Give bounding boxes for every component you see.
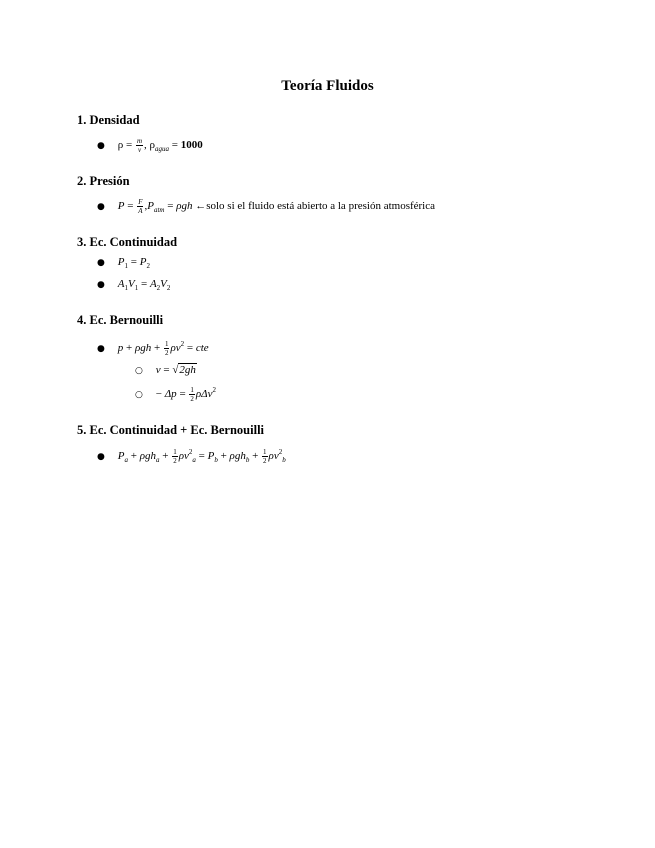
circle-bullet-icon: ○ (135, 390, 143, 401)
fraction: $\frac{m}{v}$ (136, 137, 143, 154)
bullet-icon: ● (97, 452, 105, 463)
document-title: Teoría Fluidos (281, 78, 374, 94)
bullet-icon: ● (97, 258, 105, 268)
list-item-continuidad-1: ● $P_1 = P_2$ (97, 256, 150, 270)
list-item-continuidad-2: ● $A_1V_1 = A_2V_2$ (97, 278, 171, 292)
list-item-densidad: ● ρ = $\frac{m}{v}$ , $\rho_{agua} = 1000$ (97, 137, 203, 154)
bullet-icon: ● (97, 344, 105, 355)
heading-densidad: 1. Densidad (77, 113, 140, 127)
fraction: $\frac{1}{2}$ (190, 386, 194, 403)
bullet-icon: ● (97, 280, 105, 290)
fraction: $\frac{1}{2}$ (263, 448, 267, 465)
fraction: $\frac{1}{2}$ (164, 340, 169, 357)
list-item-presion: ● P = $\frac{F}{A}$ $,P_{atm} = \rho gh$ ←solo si el fluido está abierto a la presión atmosférica (97, 198, 436, 215)
heading-continuidad-bernouilli: 5. Ec. Continuidad + Ec. Bernouilli (77, 423, 265, 437)
list-item-combined: ● $P_a + \rho gh_a$ + $\frac{1}{2}$ $\rho v^2_a = P_b + \rho gh_b$ + $\frac{1}{2}$ $\rho v^2_b$ (97, 448, 286, 465)
square-root: 2gh (179, 364, 196, 376)
bullet-icon: ● (97, 141, 105, 152)
fraction: $\frac{F}{A}$ (138, 198, 143, 215)
sub-list-item-velocity: ○ v = √2gh (135, 364, 196, 376)
list-item-bernouilli: ● p + ρgh + $\frac{1}{2}$ $\rho v^2$ = cte (97, 340, 209, 357)
fraction: $\frac{1}{2}$ (173, 448, 177, 465)
bullet-icon: ● (97, 202, 105, 213)
heading-bernouilli: 4. Ec. Bernouilli (77, 313, 164, 327)
heading-presion: 2. Presión (77, 174, 130, 188)
circle-bullet-icon: ○ (135, 366, 143, 376)
heading-continuidad: 3. Ec. Continuidad (77, 235, 178, 249)
sub-list-item-pressure-diff: ○ − Δp = $\frac{1}{2}$ ρΔv$^2$ (135, 386, 217, 403)
note-text: ←solo si el fluido está abierto a la presión atmosférica (195, 200, 436, 213)
